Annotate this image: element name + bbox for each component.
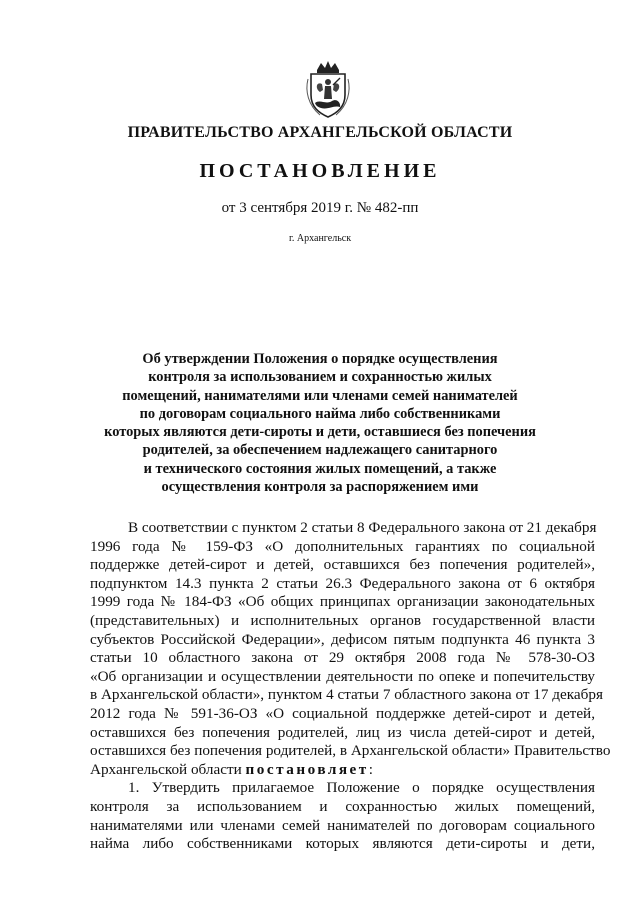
body-line: субъектов Российской Федерации», дефисом пятым подпункта 46 пункта 3	[90, 630, 595, 648]
body-line: В соответствии с пунктом 2 статьи 8 Федерального закона от 21 декабря	[128, 519, 597, 536]
organization-name: ПРАВИТЕЛЬСТВО АРХАНГЕЛЬСКОЙ ОБЛАСТИ	[127, 124, 513, 141]
item-line: 1. Утвердить прилагаемое Положение о порядке осуществления	[128, 779, 595, 797]
title-line: помещений, нанимателями или членами семей нанимателей	[122, 387, 518, 404]
document-type: ПОСТАНОВЛЕНИЕ	[199, 160, 441, 182]
document-title	[0, 350, 640, 496]
body-line: 1996 года № 159-ФЗ «О дополнительных гарантиях по социальной	[90, 537, 595, 555]
item-line: найма либо собственниками которых являются дети-сироты и дети,	[90, 835, 595, 853]
resolve-word: постановляет	[245, 760, 369, 778]
body-line: в Архангельской области», пунктом 4 статьи 7 областного закона от 17 декабря	[90, 686, 603, 704]
resolve-prefix: Архангельской области	[90, 760, 246, 778]
resolve-suffix: :	[368, 760, 373, 778]
body-line: оставшихся без попечения родителей, лиц из числа детей-сирот и детей,	[90, 723, 595, 741]
body-line: поддержке детей-сирот и детей, оставшихся без попечения родителей»,	[90, 556, 595, 574]
resolve-line	[90, 761, 595, 780]
title-line: родителей, за обеспечением надлежащего санитарного	[142, 442, 498, 459]
document-date-number: от 3 сентября 2019 г. № 482-пп	[221, 200, 419, 216]
title-line: по договорам социального найма либо собственниками	[139, 405, 501, 422]
body-line: (представительных) и исполнительных органов государственной власти	[90, 611, 595, 629]
title-line: контроля за использованием и сохранностью жилых	[148, 369, 492, 386]
body-line: «Об организации и осуществлении деятельности по опеке и попечительству	[90, 667, 595, 685]
coat-of-arms-icon	[302, 59, 354, 119]
item-line: контроля за использованием и сохранностью жилых помещений,	[90, 797, 595, 815]
title-line: которых являются дети-сироты и дети, оставшиеся без попечения	[104, 424, 536, 441]
document-body	[90, 519, 611, 854]
document-city: г. Архангельск	[288, 233, 352, 244]
body-line: 2012 года № 591-36-ОЗ «О социальной поддержке детей-сирот и детей,	[90, 704, 595, 722]
body-line: 1999 года № 184-ФЗ «Об общих принципах организации законодательных	[90, 593, 595, 611]
body-line: статьи 10 областного закона от 29 октября 2008 года № 578-30-ОЗ	[90, 649, 595, 667]
title-line: и технического состояния жилых помещений, а также	[143, 460, 497, 477]
item-line: нанимателями или членами семей нанимателей по договорам социального	[90, 816, 595, 834]
title-line: Об утверждении Положения о порядке осуществления	[142, 351, 498, 367]
body-line: подпунктом 14.3 пункта 2 статьи 26.3 Федерального закона от 6 октября	[90, 574, 595, 592]
title-line: осуществления контроля за распоряжением ими	[161, 479, 479, 496]
body-line: оставшихся без попечения родителей, в Архангельской области» Правительство	[90, 742, 611, 760]
